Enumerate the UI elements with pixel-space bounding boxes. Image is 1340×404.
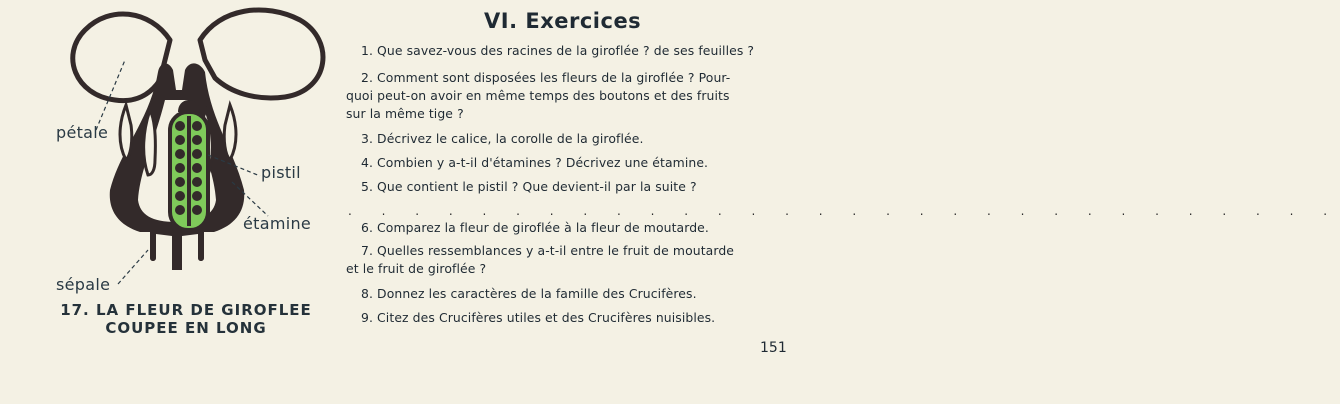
exercise-5: 5. Que contient le pistil ? Que devient-il par la suite ? (361, 179, 697, 194)
flower-cross-section-illustration (0, 0, 340, 300)
page-number: 151 (760, 340, 787, 356)
exercise-3: 3. Décrivez le calice, la corolle de la giroflée. (361, 131, 644, 146)
exercise-2-line-2: quoi peut-on avoir en même temps des boutons et des fruits (346, 88, 730, 103)
exercise-6: 6. Comparez la fleur de giroflée à la fleur de moutarde. (361, 220, 709, 235)
exercise-1: 1. Que savez-vous des racines de la giroflée ? de ses feuilles ? (361, 43, 755, 58)
stamen-far-left (120, 105, 132, 160)
exercise-9: 9. Citez des Crucifères utiles et des Crucifères nuisibles. (361, 310, 716, 325)
pistil-septum (187, 116, 191, 226)
separator-dots: . . . . . . . . . . . . . . . . . . . . . . . . . . . . . . (348, 204, 1340, 218)
stamen-far-right (224, 105, 236, 160)
figure-caption (40, 301, 332, 337)
caption-line-1: 17. LA FLEUR DE GIROFLEE (60, 301, 312, 319)
caption-line-2: COUPEE EN LONG (105, 319, 267, 337)
exercise-7-line-1: 7. Quelles ressemblances y a-t-il entre le fruit de moutarde (361, 243, 735, 258)
label-petale: pétale (56, 123, 109, 142)
exercise-4: 4. Combien y a-t-il d'étamines ? Décrivez une étamine. (361, 155, 709, 170)
label-sepale: sépale (56, 275, 111, 294)
petal-outline-right (200, 10, 323, 98)
leader-sepale (118, 250, 148, 284)
flower-figure (0, 0, 340, 404)
exercises-section (344, 0, 1340, 404)
exercise-2-line-3: sur la même tige ? (346, 106, 464, 121)
section-title: VI. Exercices (484, 9, 642, 33)
label-etamine: étamine (243, 214, 312, 233)
exercise-2-line-1: 2. Comment sont disposées les fleurs de la giroflée ? Pour- (361, 70, 731, 85)
exercise-7-line-2: et le fruit de giroflée ? (346, 261, 487, 276)
exercise-8: 8. Donnez les caractères de la famille des Crucifères. (361, 286, 697, 301)
label-pistil: pistil (261, 163, 301, 182)
